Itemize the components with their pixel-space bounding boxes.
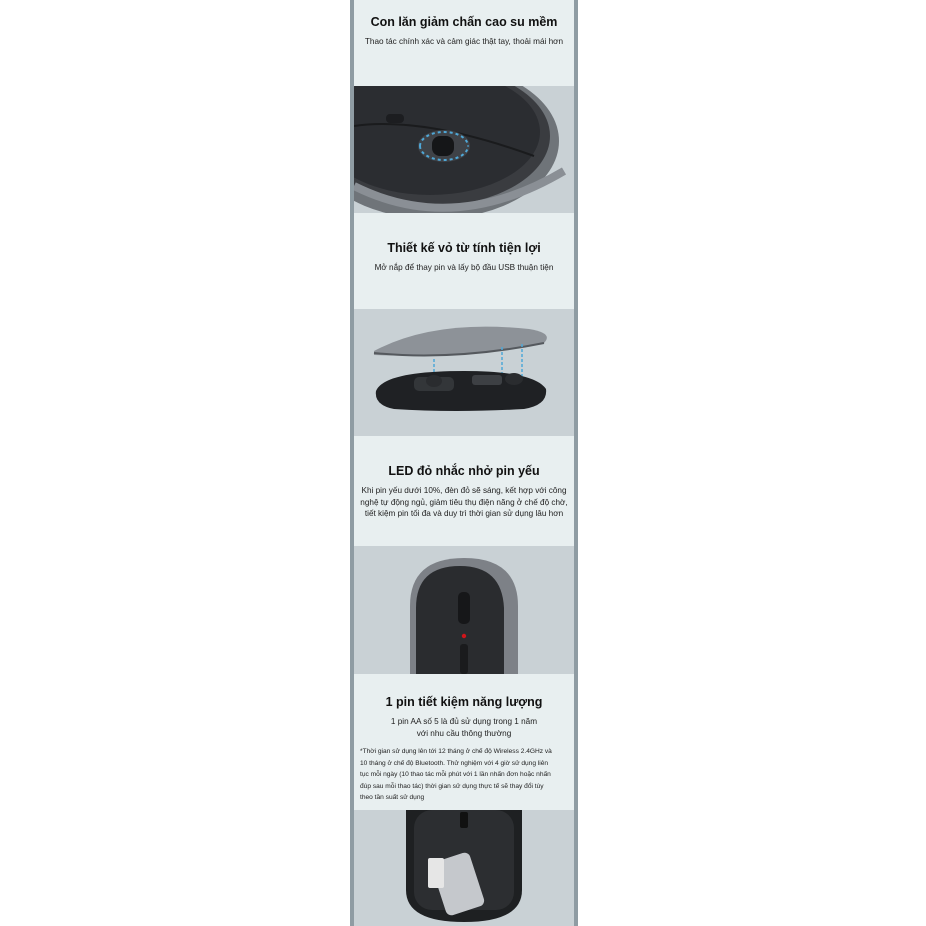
- feature-magnetic-cover: [354, 213, 574, 309]
- feature-desc: Thao tác chính xác và cảm giác thật tay, thoải mái hơn: [364, 37, 564, 46]
- feature-desc-line: Khi pin yếu dưới 10%, đèn đỏ sẽ sáng, kết hợp với công: [361, 486, 567, 495]
- led-indicator: [462, 634, 466, 638]
- footnote-line: 10 tháng ở chế độ Bluetooth. Thử nghiệm với 4 giờ sử dụng liên: [360, 759, 549, 767]
- feature-desc: Mở nắp để thay pin và lấy bộ đầu USB thuận tiện: [374, 263, 554, 272]
- footnote-line: theo tần suất sử dụng: [360, 794, 425, 802]
- led-top-view-photo: [354, 546, 574, 674]
- feature-title: 1 pin tiết kiệm năng lượng: [385, 695, 543, 709]
- feature-scroll-wheel: [354, 0, 574, 86]
- product-column: [354, 0, 574, 926]
- feature-desc-line: nghệ tự động ngủ, giảm tiêu thụ điện năng ở chế độ chờ,: [360, 497, 568, 507]
- battery-photo: [354, 810, 574, 926]
- feature-desc-line: với nhu cầu thông thường: [416, 728, 512, 738]
- footnote-line: *Thời gian sử dụng lên tới 12 tháng ở chế độ Wireless 2.4GHz và: [360, 748, 552, 755]
- footnote-line: tục mỗi ngày (10 thao tác mỗi phút với 1 lần nhấn đơn hoặc nhấn: [360, 771, 551, 779]
- feature-title: Thiết kế vỏ từ tính tiện lợi: [387, 241, 541, 255]
- magnetic-cover-photo: [354, 309, 574, 436]
- feature-desc-line: tiết kiệm pin tối đa và duy trì thời gian sử dụng lâu hơn: [364, 509, 564, 518]
- footnote-line: đúp sau mỗi thao tác) thời gian sử dụng thực tế sẽ thay đổi tùy: [360, 782, 544, 790]
- feature-desc-line: 1 pin AA số 5 là đủ sử dụng trong 1 năm: [390, 717, 538, 726]
- feature-title: Con lăn giảm chấn cao su mềm: [370, 15, 558, 29]
- feature-led: [354, 436, 574, 546]
- feature-battery: [354, 674, 574, 810]
- feature-title: LED đỏ nhắc nhở pin yếu: [388, 464, 540, 478]
- scroll-wheel-photo: [354, 86, 574, 213]
